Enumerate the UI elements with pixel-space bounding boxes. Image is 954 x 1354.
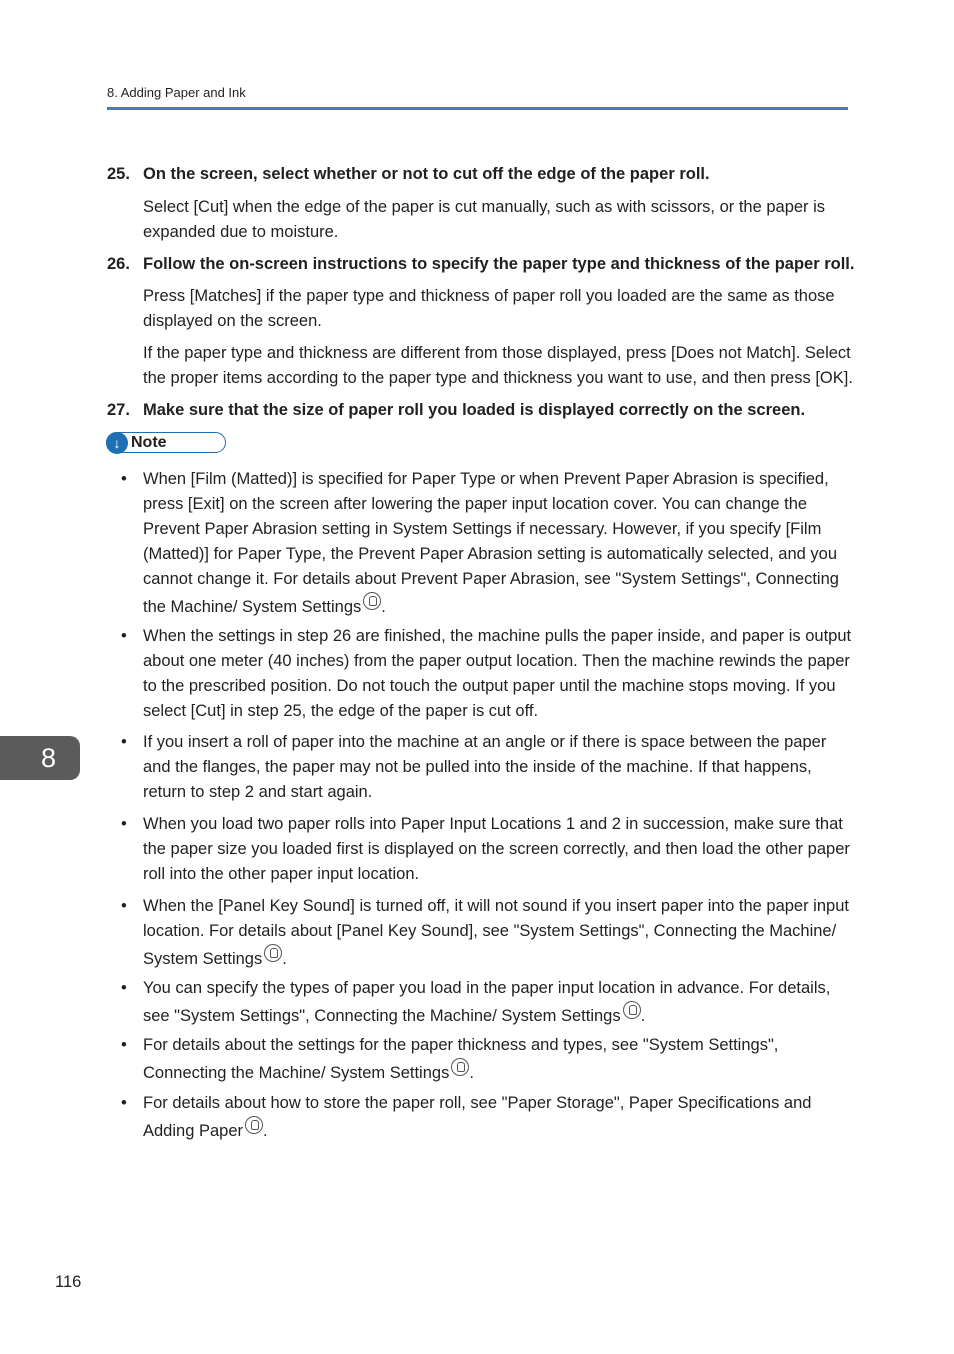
bullet-tail: . — [381, 598, 386, 616]
bullet-text: When you load two paper rolls into Paper Input Locations 1 and 2 in succession, make sure that the paper size you loaded first is displayed on the screen correctly, and then load the other paper roll into the other paper input location. — [143, 815, 850, 883]
step-number: 25. — [107, 165, 130, 183]
bullet-text: For details about the settings for the paper thickness and types, see "System Settings", Connecting the Machine/ System Settings — [143, 1036, 779, 1082]
reference-manual-icon[interactable] — [245, 1116, 263, 1134]
bullet-text: When the settings in step 26 are finished, the machine pulls the paper inside, and paper is output about one meter (40 inches) from the paper output location. Then the machine rewinds the paper to the prescribed position. Do not touch the output paper until the machine stops moving. If you select [Cut] in step 25, the edge of the paper is cut off. — [143, 627, 852, 720]
bullet-text: If you insert a roll of paper into the machine at an angle or if there is space between the paper and the flanges, the paper may not be pulled into the inside of the machine. If that happens, return to step 2 and start again. — [143, 733, 827, 801]
step-title: Follow the on-screen instructions to specify the paper type and thickness of the paper roll. — [143, 255, 855, 273]
running-header: 8. Adding Paper and Ink — [107, 85, 246, 100]
bullet-text: For details about how to store the paper roll, see "Paper Storage", Paper Specifications and Adding Paper — [143, 1094, 812, 1140]
step-title: On the screen, select whether or not to cut off the edge of the paper roll. — [143, 165, 710, 183]
bullet-dot: • — [121, 627, 127, 645]
bullet-dot: • — [121, 897, 127, 915]
bullet-dot: • — [121, 979, 127, 997]
bullet-dot: • — [121, 815, 127, 833]
reference-manual-icon[interactable] — [363, 592, 381, 610]
note-badge — [106, 432, 226, 453]
note-label: Note — [131, 434, 167, 451]
step-title: Make sure that the size of paper roll you loaded is displayed correctly on the screen. — [143, 401, 806, 419]
chapter-number: 8 — [41, 743, 57, 773]
bullet-tail: . — [469, 1064, 474, 1082]
step-25-paragraph: Select [Cut] when the edge of the paper is cut manually, such as with scissors, or the paper is expanded due to moisture. — [143, 198, 826, 241]
chapter-tab — [0, 736, 80, 780]
reference-manual-icon[interactable] — [264, 944, 282, 962]
bullet-text: When [Film (Matted)] is specified for Paper Type or when Prevent Paper Abrasion is specified, press [Exit] on the screen after lowering the paper input location cover. You can change the Prevent Paper Abrasion setting in System Settings if necessary. However, if you specify [Film (Matted)] for Paper Type, the Prevent Paper Abrasion setting is automatically selected, and you cannot change it. For details about Prevent Paper Abrasion, see "System Settings", Connecting the Machine/ System Settings — [143, 470, 839, 616]
header-rule — [107, 107, 848, 110]
step-number: 26. — [107, 255, 130, 273]
bullet-dot: • — [121, 470, 127, 488]
bullet-text: You can specify the types of paper you load in the paper input location in advance. For details, see "System Settings", Connecting the Machine/ System Settings — [143, 979, 831, 1025]
bullet-dot: • — [121, 733, 127, 751]
download-arrow-icon: ↓ — [106, 432, 128, 454]
bullet-text: When the [Panel Key Sound] is turned off, it will not sound if you insert paper into the paper input location. For details about [Panel Key Sound], see "System Settings", Connecting the Machine/ System Settings — [143, 897, 849, 968]
bullet-tail: . — [282, 950, 287, 968]
step-number: 27. — [107, 401, 130, 419]
page-number: 116 — [55, 1273, 82, 1291]
reference-manual-icon[interactable] — [623, 1001, 641, 1019]
step-26-paragraph-2: If the paper type and thickness are different from those displayed, press [Does not Match]. Select the proper items according to the paper type and thickness you want to use, and then press [OK]. — [143, 344, 853, 387]
bullet-dot: • — [121, 1036, 127, 1054]
reference-manual-icon[interactable] — [451, 1058, 469, 1076]
step-26-paragraph-1: Press [Matches] if the paper type and thickness of paper roll you loaded are the same as those displayed on the screen. — [143, 287, 835, 330]
bullet-dot: • — [121, 1094, 127, 1112]
bullet-tail: . — [263, 1122, 268, 1140]
bullet-tail: . — [640, 1007, 646, 1025]
